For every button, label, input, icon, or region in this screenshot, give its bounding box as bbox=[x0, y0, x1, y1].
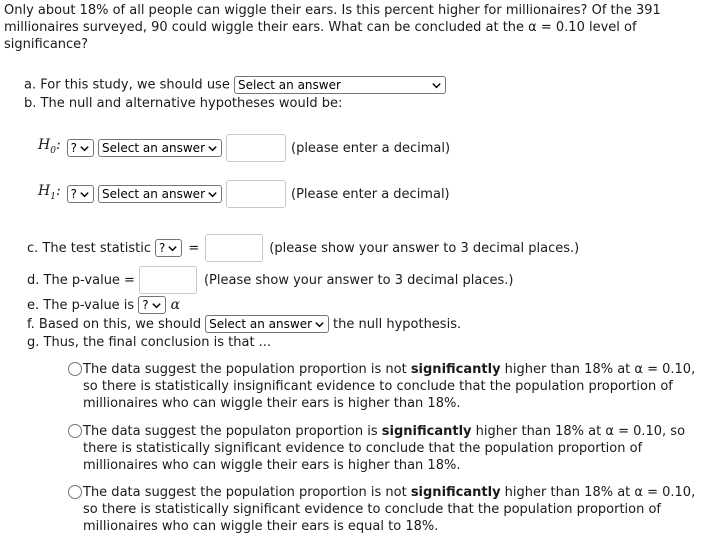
chevron-down-icon bbox=[79, 143, 90, 154]
study-type-select[interactable] bbox=[234, 76, 446, 94]
h0-value-input[interactable] bbox=[226, 134, 286, 162]
part-c bbox=[27, 234, 579, 262]
part-c-hint: (please show your answer to 3 decimal places.) bbox=[269, 240, 580, 256]
conclusion-option-3: The data suggest the population proportion is not significantly higher than 18% at α = 0.10, so there is statistically significant evidence to conclude that the population proportion of millionaires who can wiggle their ears is equal to 18%. bbox=[83, 485, 696, 534]
p-value-comparison-select[interactable]: ? bbox=[138, 296, 165, 314]
chevron-down-icon bbox=[151, 300, 162, 311]
part-d bbox=[27, 266, 513, 294]
study-type-select-value: Select an answer bbox=[237, 78, 341, 92]
h1-hint: (Please enter a decimal) bbox=[291, 186, 450, 202]
part-g-label: g. Thus, the final conclusion is that ... bbox=[27, 335, 272, 350]
test-statistic-select[interactable]: ? bbox=[155, 239, 182, 257]
p-value-input[interactable] bbox=[139, 266, 197, 294]
part-f bbox=[27, 315, 461, 333]
part-e bbox=[27, 296, 180, 314]
h0-parameter-select[interactable]: Select an answer bbox=[98, 139, 222, 157]
part-b-label: b. The null and alternative hypotheses would be: bbox=[24, 96, 343, 111]
part-c-label: c. The test statistic bbox=[27, 240, 151, 256]
part-f-suffix: the null hypothesis. bbox=[333, 316, 462, 332]
chevron-down-icon bbox=[314, 319, 325, 330]
h0-row bbox=[38, 134, 450, 162]
conclusion-option-1: The data suggest the population proportion is not significantly higher than 18% at α = 0.10, so there is statistically insignificant evidence to conclude that the population proportion of millionaires who can wiggle their ears is higher than 18%. bbox=[83, 362, 696, 411]
conclusion-option-2: The data suggest the populaton proportion is significantly higher than 18% at α = 0.10, so there is statistically significant evidence to conclude that the population proportion of millionaires who can wiggle their ears is higher than 18%. bbox=[83, 424, 686, 473]
h0-symbol: $H_0$: bbox=[38, 136, 61, 156]
chevron-down-icon bbox=[431, 80, 442, 91]
part-a bbox=[24, 76, 446, 94]
chevron-down-icon bbox=[207, 143, 218, 154]
h1-row bbox=[38, 180, 450, 208]
decision-select[interactable]: Select an answer bbox=[205, 315, 329, 333]
alpha-symbol: α bbox=[170, 296, 181, 313]
part-d-hint: (Please show your answer to 3 decimal places.) bbox=[203, 272, 514, 288]
conclusion-radio-2[interactable] bbox=[68, 424, 82, 438]
h0-hint: (please enter a decimal) bbox=[291, 140, 451, 156]
h1-parameter-select[interactable]: Select an answer bbox=[98, 185, 222, 203]
chevron-down-icon bbox=[167, 243, 178, 254]
h1-operator-select[interactable]: ? bbox=[67, 185, 94, 203]
conclusion-radio-3[interactable] bbox=[68, 485, 82, 499]
part-e-label: e. The p-value is bbox=[27, 297, 135, 313]
chevron-down-icon bbox=[79, 189, 90, 200]
h1-symbol: $H_1$: bbox=[38, 182, 61, 202]
equals-sign: = bbox=[188, 240, 200, 256]
h1-value-input[interactable] bbox=[226, 180, 286, 208]
h0-operator-select[interactable]: ? bbox=[67, 139, 94, 157]
part-a-label: a. For this study, we should use bbox=[24, 77, 230, 93]
chevron-down-icon bbox=[207, 189, 218, 200]
part-f-label: f. Based on this, we should bbox=[27, 316, 202, 332]
conclusion-radio-1[interactable] bbox=[68, 362, 82, 376]
test-statistic-input[interactable] bbox=[205, 234, 263, 262]
question-text: Only about 18% of all people can wiggle their ears. Is this percent higher for millionaires? Of the 391 millionaires surveyed, 90 could wiggle their ears. What can be concluded at the α = 0.10 level of significance? bbox=[4, 3, 661, 52]
part-d-label: d. The p-value = bbox=[27, 272, 135, 288]
